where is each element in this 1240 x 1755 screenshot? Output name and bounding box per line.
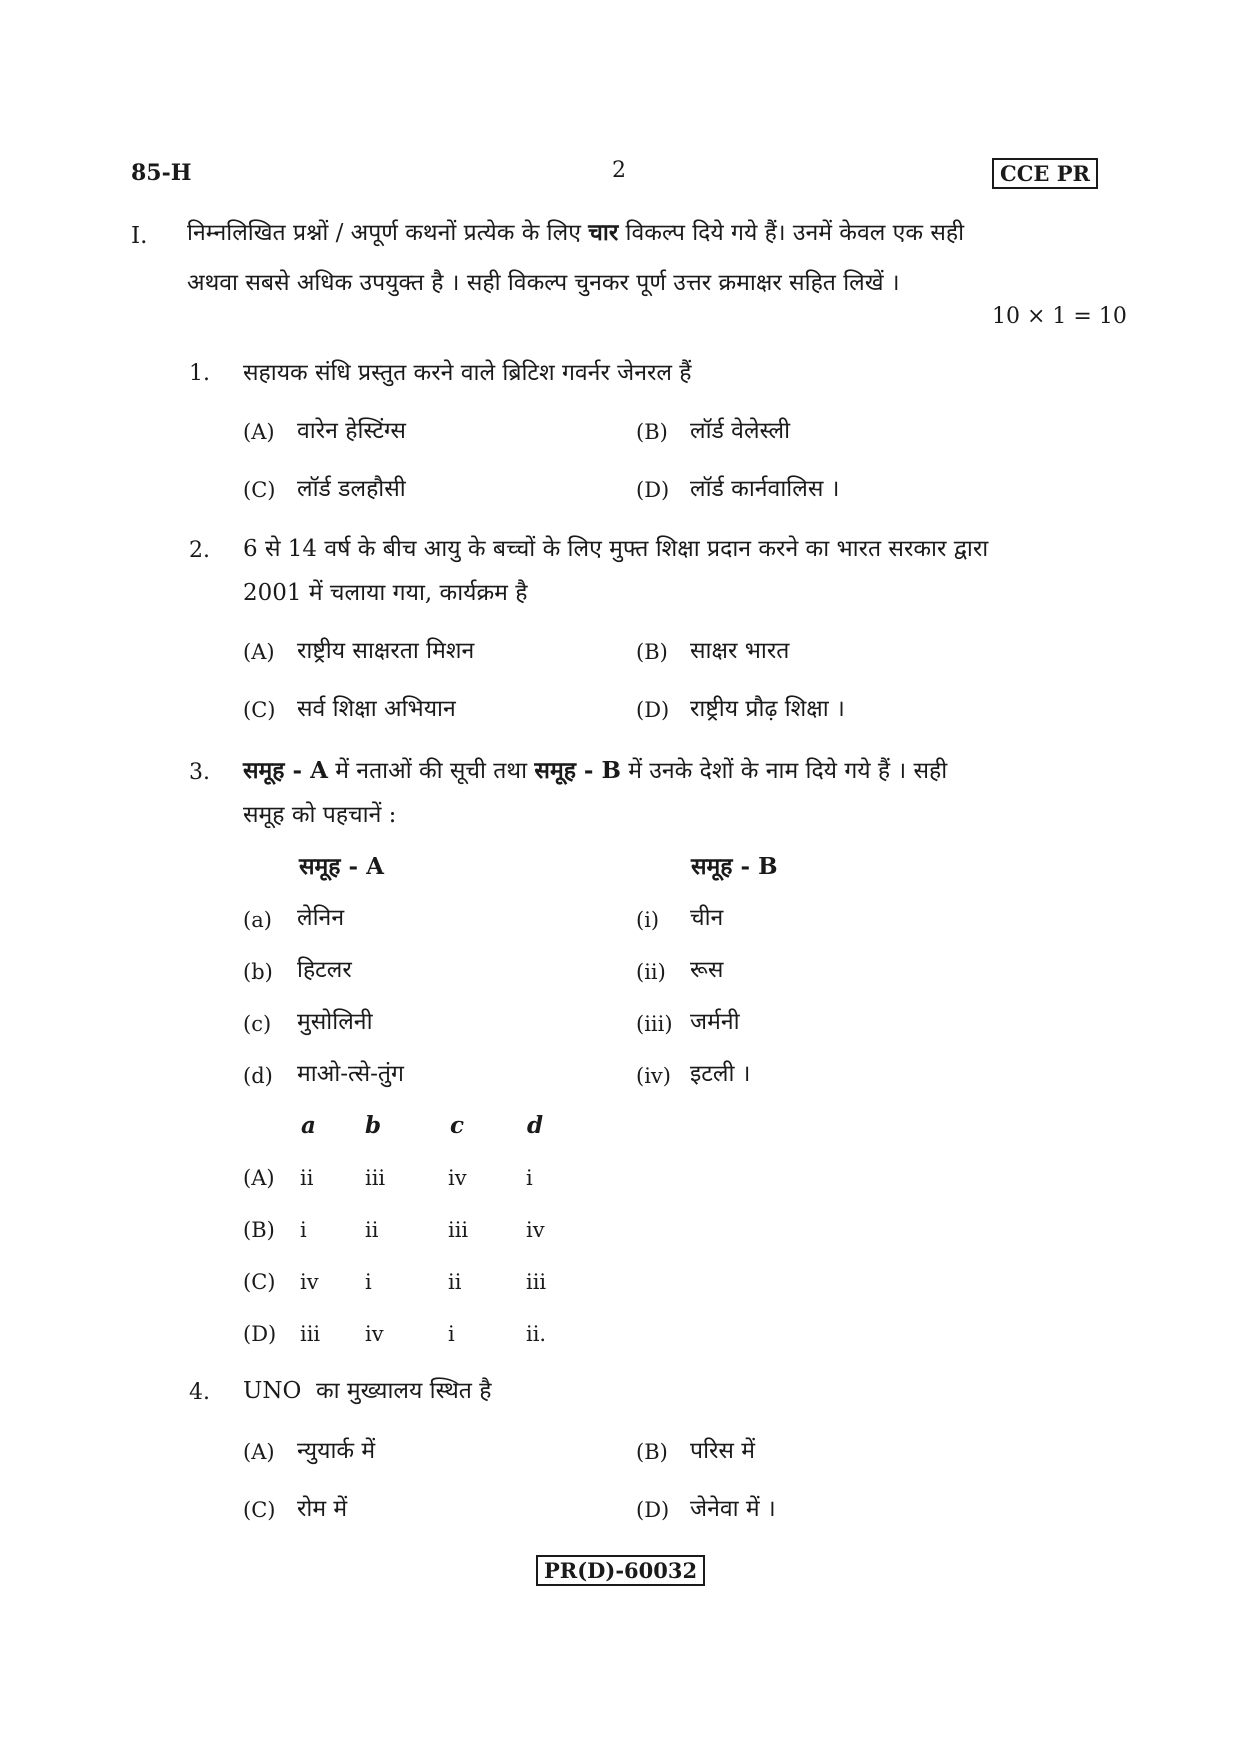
q3-a-label-2: (b) bbox=[243, 960, 273, 984]
q2-option-b-label: (B) bbox=[636, 640, 668, 664]
instruction-line-1 bbox=[187, 218, 1112, 248]
q3-choice-a-val: iv bbox=[448, 1166, 467, 1190]
q3-choice-c-label: (C) bbox=[243, 1270, 276, 1294]
q4-number: 4. bbox=[189, 1380, 210, 1405]
q3-choice-c-val: iii bbox=[526, 1270, 547, 1294]
q4-option-d-text: जेनेवा में । bbox=[690, 1496, 776, 1522]
q3-b-text-3: जर्मनी bbox=[690, 1009, 740, 1035]
q3-b-label-2: (ii) bbox=[636, 960, 666, 984]
q3-choice-b-val: i bbox=[300, 1218, 307, 1242]
q1-option-d-label: (D) bbox=[636, 478, 670, 502]
q1-option-a-label: (A) bbox=[243, 420, 275, 444]
q3-choice-d-label: (D) bbox=[243, 1322, 277, 1346]
q1-number: 1. bbox=[189, 361, 210, 386]
marks-allotment: 10 × 1 = 10 bbox=[992, 304, 1127, 329]
paper-type-badge: CCE PR bbox=[992, 158, 1098, 189]
q4-option-a-label: (A) bbox=[243, 1440, 275, 1464]
q2-text-line-1: 6 से 14 वर्ष के बीच आयु के बच्चों के लिए मुफ्त शिक्षा प्रदान करने का भारत सरकार द्वारा bbox=[243, 536, 989, 562]
q3-b-text-1: चीन bbox=[690, 905, 724, 931]
q3-choice-c-val: iv bbox=[300, 1270, 319, 1294]
q3-a-text-4: माओ-त्से-तुंग bbox=[297, 1061, 404, 1087]
q3-choice-a-val: ii bbox=[300, 1166, 314, 1190]
q3-a-text-3: मुसोलिनी bbox=[297, 1009, 373, 1035]
q3-b-label-3: (iii) bbox=[636, 1012, 673, 1036]
q3-matrix-head-a: a bbox=[301, 1112, 316, 1139]
q3-choice-b-label: (B) bbox=[243, 1218, 275, 1242]
q3-a-label-3: (c) bbox=[243, 1012, 272, 1036]
q3-a-label-1: (a) bbox=[243, 908, 272, 932]
instruction-bold-word: चार bbox=[588, 219, 619, 246]
section-number: I. bbox=[131, 223, 148, 249]
q2-option-c-text: सर्व शिक्षा अभियान bbox=[297, 696, 456, 722]
q1-option-a-text: वारेन हेस्टिंग्स bbox=[297, 418, 406, 444]
q4-option-c-text: रोम में bbox=[297, 1496, 348, 1522]
instruction-text-b: विकल्प दिये गये हैं। उनमें केवल एक सही bbox=[618, 220, 965, 246]
q3-matrix-head-b: b bbox=[365, 1112, 382, 1139]
q3-b-label-4: (iv) bbox=[636, 1064, 671, 1088]
instruction-text-a: निम्नलिखित प्रश्नों / अपूर्ण कथनों प्रत्येक के लिए bbox=[187, 220, 589, 246]
q3-b-label-1: (i) bbox=[636, 908, 660, 932]
q3-group-a-ref: समूह - A bbox=[243, 757, 328, 784]
q2-option-a-label: (A) bbox=[243, 640, 275, 664]
q3-a-text-1: लेनिन bbox=[297, 905, 345, 931]
q1-option-b-text: लॉर्ड वेलेस्ली bbox=[690, 418, 791, 444]
instruction-line-2: अथवा सबसे अधिक उपयुक्त है । सही विकल्प चुनकर पूर्ण उत्तर क्रमाक्षर सहित लिखें । bbox=[187, 270, 900, 296]
q3-matrix-head-c: c bbox=[450, 1112, 465, 1139]
page-number: 2 bbox=[612, 158, 626, 183]
q3-number: 3. bbox=[189, 760, 210, 785]
q2-text-line-2: 2001 में चलाया गया, कार्यक्रम है bbox=[243, 580, 528, 606]
q3-choice-a-label: (A) bbox=[243, 1166, 275, 1190]
q3-b-text-2: रूस bbox=[690, 957, 724, 983]
q3-choice-b-val: ii bbox=[365, 1218, 379, 1242]
q3-column-b-heading: समूह - B bbox=[691, 853, 778, 880]
q2-number: 2. bbox=[189, 538, 210, 563]
q4-option-a-text: न्युयार्क में bbox=[297, 1438, 376, 1464]
q4-option-b-label: (B) bbox=[636, 1440, 668, 1464]
q3-b-text-4: इटली । bbox=[690, 1061, 751, 1087]
q3-a-text-2: हिटलर bbox=[297, 957, 352, 983]
q3-choice-d-val: ii. bbox=[526, 1322, 547, 1346]
q3-column-a-heading: समूह - A bbox=[299, 853, 384, 880]
footer-code: PR(D)-60032 bbox=[536, 1555, 705, 1586]
q2-option-d-text: राष्ट्रीय प्रौढ़ शिक्षा । bbox=[690, 696, 845, 722]
q3-text-mid-2: में उनके देशों के नाम दिये गये हैं । सही bbox=[620, 758, 948, 784]
q3-text-line-2: समूह को पहचानें : bbox=[243, 802, 397, 828]
q1-option-c-text: लॉर्ड डलहौसी bbox=[297, 476, 406, 502]
q2-option-b-text: साक्षर भारत bbox=[690, 638, 790, 664]
q4-option-b-text: परिस में bbox=[690, 1438, 756, 1464]
q3-matrix-head-d: d bbox=[527, 1112, 544, 1139]
q4-option-c-label: (C) bbox=[243, 1498, 276, 1522]
q3-a-label-4: (d) bbox=[243, 1064, 273, 1088]
q3-group-b-ref: समूह - B bbox=[534, 757, 621, 784]
q2-option-d-label: (D) bbox=[636, 698, 670, 722]
q2-option-c-label: (C) bbox=[243, 698, 276, 722]
q1-option-b-label: (B) bbox=[636, 420, 668, 444]
q2-option-a-text: राष्ट्रीय साक्षरता मिशन bbox=[297, 638, 475, 664]
q3-choice-d-val: i bbox=[448, 1322, 455, 1346]
q1-option-c-label: (C) bbox=[243, 478, 276, 502]
q3-choice-c-val: i bbox=[365, 1270, 372, 1294]
q3-choice-a-val: i bbox=[526, 1166, 533, 1190]
q3-choice-b-val: iii bbox=[448, 1218, 469, 1242]
q4-text: UNO का मुख्यालय स्थित है bbox=[243, 1378, 492, 1404]
q4-option-d-label: (D) bbox=[636, 1498, 670, 1522]
paper-code: 85-H bbox=[131, 160, 192, 186]
q3-choice-b-val: iv bbox=[526, 1218, 545, 1242]
q3-choice-c-val: ii bbox=[448, 1270, 462, 1294]
q3-choice-a-val: iii bbox=[365, 1166, 386, 1190]
q1-option-d-text: लॉर्ड कार्नवालिस । bbox=[690, 476, 840, 502]
q1-text: सहायक संधि प्रस्तुत करने वाले ब्रिटिश गवर्नर जेनरल हैं bbox=[243, 360, 692, 386]
q3-choice-d-val: iii bbox=[300, 1322, 321, 1346]
q3-text-mid-1: में नताओं की सूची तथा bbox=[327, 758, 535, 784]
q3-choice-d-val: iv bbox=[365, 1322, 384, 1346]
q3-text-line-1 bbox=[243, 756, 1113, 786]
